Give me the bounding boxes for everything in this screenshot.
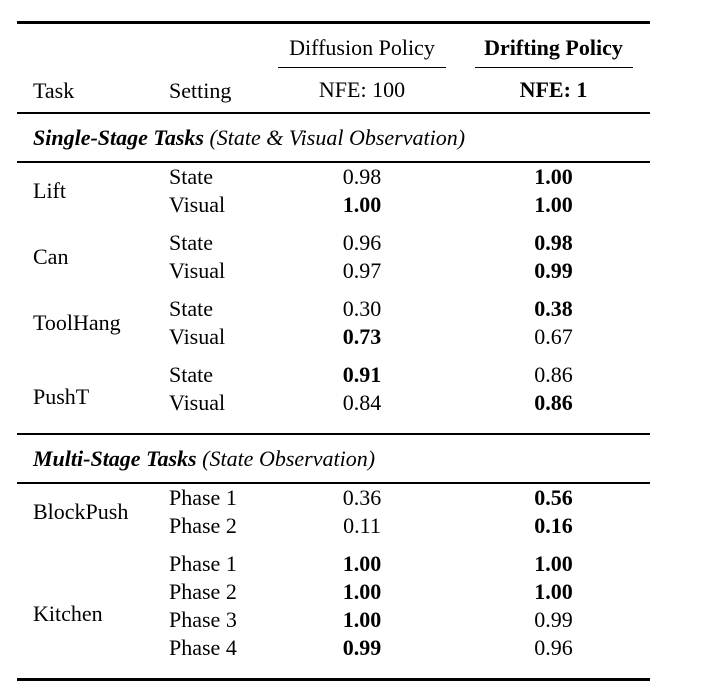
diffusion-value: 1.00 bbox=[342, 551, 382, 576]
setting-label: State bbox=[169, 296, 213, 321]
task-label: Lift bbox=[33, 178, 66, 203]
results-table bbox=[17, 21, 650, 681]
table-row bbox=[17, 219, 650, 257]
diffusion-value: 1.00 bbox=[342, 579, 382, 604]
setting-label: Phase 1 bbox=[169, 551, 237, 576]
diffusion-nfe-label: NFE: 100 bbox=[318, 77, 406, 102]
header-drifting-policy bbox=[457, 23, 650, 114]
drifting-value: 1.00 bbox=[534, 579, 573, 604]
diffusion-value: 0.91 bbox=[342, 362, 382, 387]
diffusion-value: 0.36 bbox=[342, 485, 382, 510]
setting-label: Phase 4 bbox=[169, 635, 237, 660]
table-body bbox=[17, 113, 650, 680]
table-row bbox=[17, 162, 650, 191]
setting-label: Visual bbox=[169, 390, 226, 415]
drifting-policy-label: Drifting Policy bbox=[484, 35, 623, 60]
diffusion-value: 0.97 bbox=[342, 258, 382, 283]
section-subtitle: (State & Visual Observation) bbox=[203, 125, 466, 150]
diffusion-value: 0.30 bbox=[342, 296, 382, 321]
setting-label: Phase 3 bbox=[169, 607, 237, 632]
diffusion-value: 0.73 bbox=[342, 324, 382, 349]
task-label: Can bbox=[33, 244, 69, 269]
task-label: BlockPush bbox=[33, 499, 129, 524]
diffusion-value: 0.84 bbox=[342, 390, 382, 415]
drifting-value: 0.16 bbox=[534, 513, 573, 538]
drifting-value: 0.96 bbox=[534, 635, 573, 660]
table-row bbox=[17, 483, 650, 512]
diffusion-value: 0.99 bbox=[342, 635, 382, 660]
drifting-value: 0.38 bbox=[534, 296, 573, 321]
drifting-value: 0.98 bbox=[534, 230, 573, 255]
drifting-value: 1.00 bbox=[534, 551, 573, 576]
setting-label: Phase 1 bbox=[169, 485, 237, 510]
header-row bbox=[17, 23, 650, 114]
section-header-cell bbox=[17, 113, 650, 162]
section-header-cell bbox=[17, 434, 650, 483]
task-column-label: Task bbox=[33, 78, 75, 103]
drifting-value: 0.86 bbox=[534, 362, 573, 387]
section-header-row bbox=[17, 113, 650, 162]
task-label: ToolHang bbox=[33, 310, 121, 335]
setting-label: Visual bbox=[169, 258, 226, 283]
drifting-underline-rule bbox=[475, 67, 633, 68]
diffusion-value: 0.11 bbox=[343, 513, 381, 538]
section-subtitle: (State Observation) bbox=[196, 446, 376, 471]
diffusion-value: 1.00 bbox=[342, 192, 382, 217]
table-row bbox=[17, 285, 650, 323]
drifting-value: 0.67 bbox=[534, 324, 573, 349]
drifting-value: 0.86 bbox=[534, 390, 573, 415]
table-header bbox=[17, 23, 650, 114]
diffusion-policy-label: Diffusion Policy bbox=[289, 35, 435, 60]
drifting-value: 1.00 bbox=[534, 192, 573, 217]
drifting-value: 1.00 bbox=[534, 164, 573, 189]
table-row bbox=[17, 351, 650, 389]
section-title: Single-Stage Tasks bbox=[33, 125, 204, 150]
section-header-row bbox=[17, 434, 650, 483]
diffusion-value: 0.98 bbox=[342, 164, 382, 189]
setting-label: Visual bbox=[169, 324, 226, 349]
task-label: PushT bbox=[33, 384, 90, 409]
setting-column-label: Setting bbox=[169, 78, 232, 103]
header-setting bbox=[167, 23, 267, 114]
task-label: Kitchen bbox=[33, 601, 103, 626]
diffusion-value: 0.96 bbox=[342, 230, 382, 255]
table-row bbox=[17, 540, 650, 578]
setting-label: Phase 2 bbox=[169, 579, 237, 604]
drifting-nfe-label: NFE: 1 bbox=[519, 77, 588, 102]
diffusion-underline-rule bbox=[278, 67, 446, 68]
drifting-value: 0.99 bbox=[534, 607, 573, 632]
setting-label: State bbox=[169, 164, 213, 189]
header-task bbox=[17, 23, 167, 114]
setting-label: Visual bbox=[169, 192, 226, 217]
setting-label: State bbox=[169, 230, 213, 255]
section-title: Multi-Stage Tasks bbox=[33, 446, 197, 471]
setting-label: State bbox=[169, 362, 213, 387]
drifting-value: 0.56 bbox=[534, 485, 573, 510]
drifting-value: 0.99 bbox=[534, 258, 573, 283]
diffusion-value: 1.00 bbox=[342, 607, 382, 632]
setting-label: Phase 2 bbox=[169, 513, 237, 538]
header-diffusion-policy bbox=[267, 23, 457, 114]
